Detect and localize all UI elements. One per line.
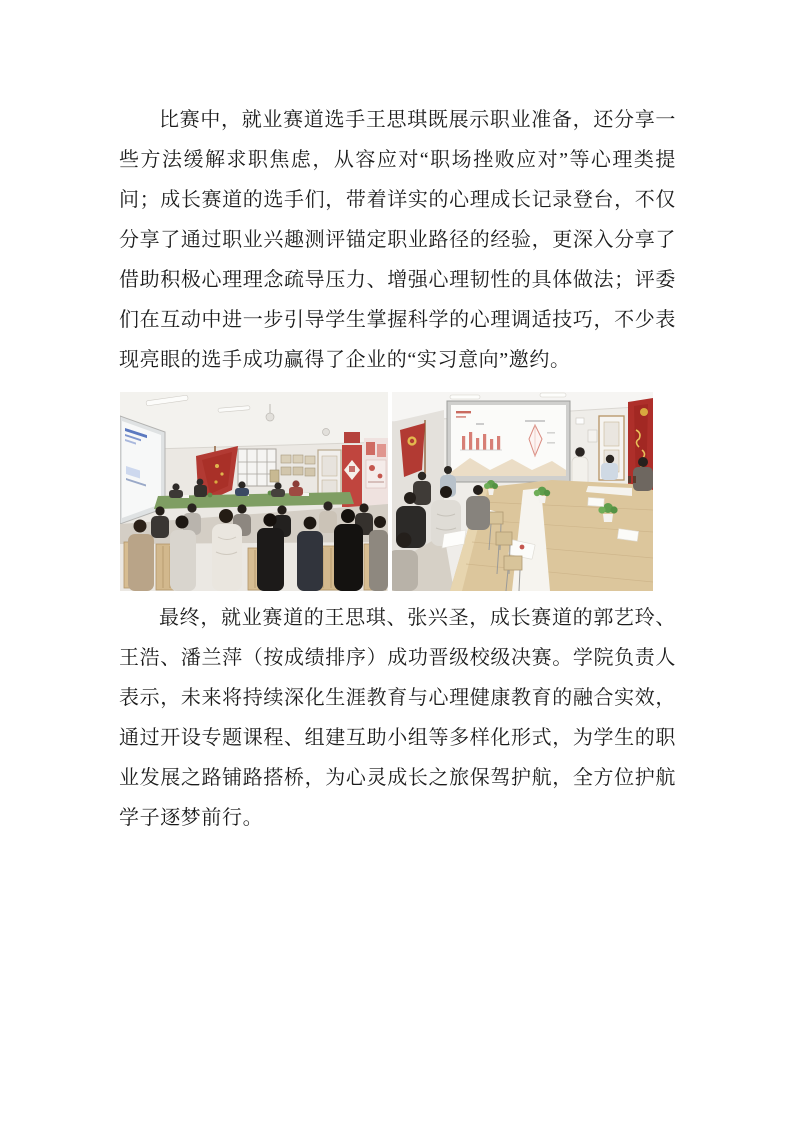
classroom-audience-illustration [120,392,388,591]
paragraph-competition-detail: 比赛中，就业赛道选手王思琪既展示职业准备，还分享一些方法缓解求职焦虑，从容应对“职场挫败应对”等心理类提问；成长赛道的选手们，带着详实的心理成长记录登台，不仅分享了通过职业兴趣测评锚定职业路径的经验，更深入分享了借助积极心理理念疏导压力、增强心理韧性的具体做法；评委们在互动中进一步引导学生掌握科学的心理调适技巧，不少表现亮眼的选手成功赢得了企业的“实习意向”邀约。 [119,109,676,371]
photo-classroom-audience [120,392,388,591]
paragraph-results-summary: 最终，就业赛道的王思琪、张兴圣，成长赛道的郭艺玲、王浩、潘兰萍（按成绩排序）成功晋级校级决赛。学院负责人表示，未来将持续深化生涯教育与心理健康教育的融合实效，通过开设专题课程、组建互助小组等多样化形式，为学生的职业发展之路铺路搭桥，为心灵成长之旅保驾护航，全方位护航学子逐梦前行。 [119,607,676,829]
presentation-illustration [392,392,653,591]
projector-screen [447,401,570,482]
photo-row [120,392,653,591]
photo-presentation-table [392,392,653,591]
